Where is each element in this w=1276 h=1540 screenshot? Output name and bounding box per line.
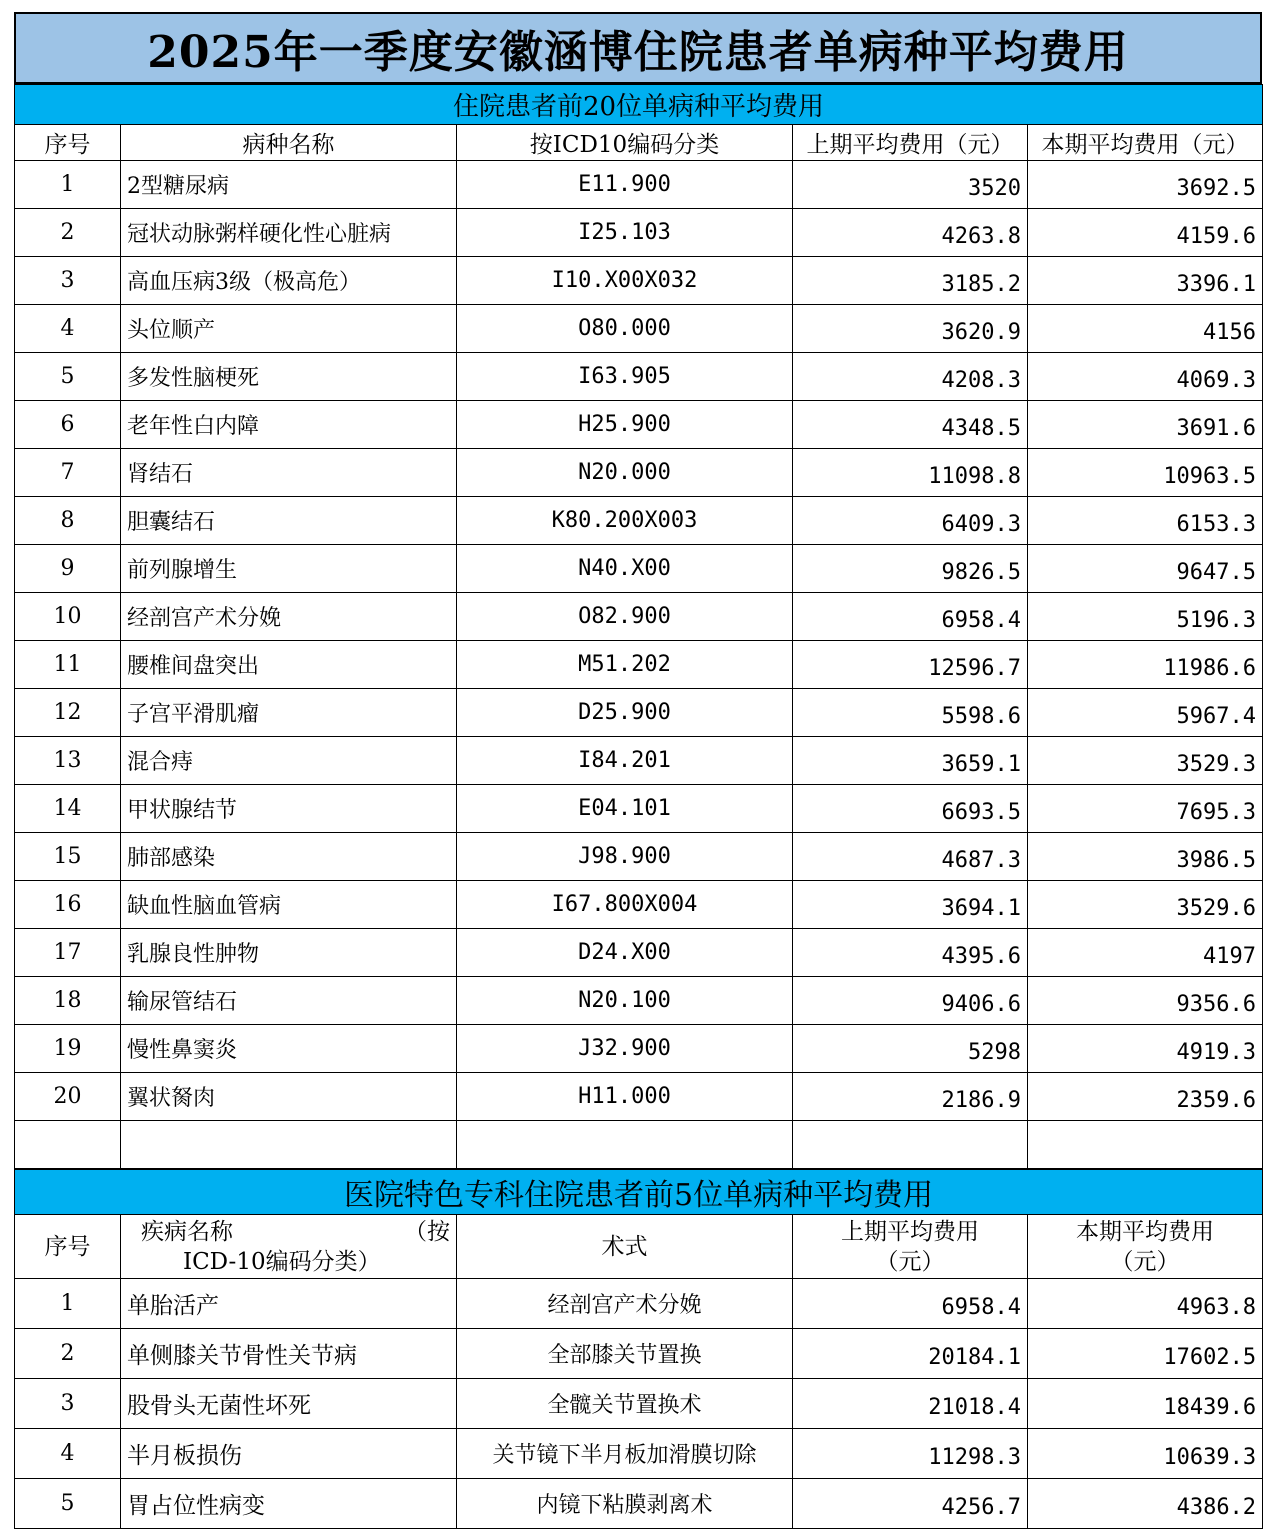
row-prev-cost: 6958.4 bbox=[793, 1279, 1028, 1329]
header2-prev-avg-cost bbox=[793, 1215, 1028, 1279]
row-no: 15 bbox=[15, 833, 121, 881]
blank-cell bbox=[1028, 1121, 1263, 1169]
row-no: 2 bbox=[15, 209, 121, 257]
row-disease-name: 慢性鼻窦炎 bbox=[121, 1025, 457, 1073]
row-prev-cost: 4348.5 bbox=[793, 401, 1028, 449]
table-row bbox=[15, 785, 1263, 833]
row-curr-cost: 10963.5 bbox=[1028, 449, 1263, 497]
row-icd10-code: I63.905 bbox=[457, 353, 793, 401]
row-prev-cost: 11098.8 bbox=[793, 449, 1028, 497]
row-disease-name: 冠状动脉粥样硬化性心脏病 bbox=[121, 209, 457, 257]
row-curr-cost: 18439.6 bbox=[1028, 1379, 1263, 1429]
row-disease-name: 输尿管结石 bbox=[121, 977, 457, 1025]
row-icd10-code: I10.X00X032 bbox=[457, 257, 793, 305]
row-prev-cost: 4208.3 bbox=[793, 353, 1028, 401]
row-disease-name: 老年性白内障 bbox=[121, 401, 457, 449]
row-prev-cost: 6409.3 bbox=[793, 497, 1028, 545]
table-row bbox=[15, 977, 1263, 1025]
section2-caption: 医院特色专科住院患者前5位单病种平均费用 bbox=[15, 1170, 1263, 1215]
table-row bbox=[15, 1073, 1263, 1121]
row-icd10-code: I84.201 bbox=[457, 737, 793, 785]
section1-caption: 住院患者前20位单病种平均费用 bbox=[15, 85, 1263, 125]
row-icd10-code: I25.103 bbox=[457, 209, 793, 257]
row-no: 3 bbox=[15, 1379, 121, 1429]
header2-no: 序号 bbox=[15, 1215, 121, 1279]
row-disease-name: 胃占位性病变 bbox=[121, 1479, 457, 1529]
row-disease-name: 肾结石 bbox=[121, 449, 457, 497]
table-row bbox=[15, 161, 1263, 209]
table-row bbox=[15, 305, 1263, 353]
row-icd10-code: H11.000 bbox=[457, 1073, 793, 1121]
blank-cell bbox=[121, 1121, 457, 1169]
row-prev-cost: 2186.9 bbox=[793, 1073, 1028, 1121]
row-prev-cost: 3659.1 bbox=[793, 737, 1028, 785]
row-disease-name: 头位顺产 bbox=[121, 305, 457, 353]
section1-caption-row bbox=[15, 85, 1263, 125]
table-row bbox=[15, 401, 1263, 449]
row-disease-name: 多发性脑梗死 bbox=[121, 353, 457, 401]
row-disease-name: 前列腺增生 bbox=[121, 545, 457, 593]
blank-cell bbox=[457, 1121, 793, 1169]
row-prev-cost: 5298 bbox=[793, 1025, 1028, 1073]
table-row bbox=[15, 353, 1263, 401]
row-disease-name: 甲状腺结节 bbox=[121, 785, 457, 833]
row-surgery: 全部膝关节置换 bbox=[457, 1329, 793, 1379]
row-no: 12 bbox=[15, 689, 121, 737]
row-curr-cost: 4197 bbox=[1028, 929, 1263, 977]
header2-prev-line1: 上期平均费用 bbox=[841, 1218, 979, 1245]
row-curr-cost: 11986.6 bbox=[1028, 641, 1263, 689]
row-curr-cost: 7695.3 bbox=[1028, 785, 1263, 833]
table-row bbox=[15, 833, 1263, 881]
header-curr-avg-cost: 本期平均费用（元） bbox=[1028, 125, 1263, 161]
table-top5-specialty bbox=[14, 1169, 1263, 1529]
table-row bbox=[15, 497, 1263, 545]
header2-curr-line1: 本期平均费用 bbox=[1076, 1218, 1215, 1245]
row-icd10-code: J98.900 bbox=[457, 833, 793, 881]
row-no: 14 bbox=[15, 785, 121, 833]
row-icd10-code: D24.X00 bbox=[457, 929, 793, 977]
table-row bbox=[15, 1279, 1263, 1329]
blank-row bbox=[15, 1121, 1263, 1169]
row-no: 3 bbox=[15, 257, 121, 305]
row-icd10-code: D25.900 bbox=[457, 689, 793, 737]
header-no: 序号 bbox=[15, 125, 121, 161]
header2-curr-line2: （元） bbox=[1110, 1248, 1180, 1275]
row-icd10-code: M51.202 bbox=[457, 641, 793, 689]
row-curr-cost: 9356.6 bbox=[1028, 977, 1263, 1025]
row-prev-cost: 20184.1 bbox=[793, 1329, 1028, 1379]
row-disease-name: 缺血性脑血管病 bbox=[121, 881, 457, 929]
row-icd10-code: K80.200X003 bbox=[457, 497, 793, 545]
row-prev-cost: 5598.6 bbox=[793, 689, 1028, 737]
row-curr-cost: 4159.6 bbox=[1028, 209, 1263, 257]
row-curr-cost: 2359.6 bbox=[1028, 1073, 1263, 1121]
row-icd10-code: N20.000 bbox=[457, 449, 793, 497]
row-no: 13 bbox=[15, 737, 121, 785]
row-prev-cost: 4263.8 bbox=[793, 209, 1028, 257]
row-curr-cost: 3396.1 bbox=[1028, 257, 1263, 305]
row-no: 11 bbox=[15, 641, 121, 689]
row-disease-name: 单侧膝关节骨性关节病 bbox=[121, 1329, 457, 1379]
table-row bbox=[15, 1479, 1263, 1529]
header2-curr-avg-cost bbox=[1028, 1215, 1263, 1279]
row-no: 20 bbox=[15, 1073, 121, 1121]
table-row bbox=[15, 257, 1263, 305]
row-disease-name: 股骨头无菌性坏死 bbox=[121, 1379, 457, 1429]
row-curr-cost: 3529.3 bbox=[1028, 737, 1263, 785]
row-no: 1 bbox=[15, 1279, 121, 1329]
row-icd10-code: O82.900 bbox=[457, 593, 793, 641]
table-row bbox=[15, 1379, 1263, 1429]
row-prev-cost: 3520 bbox=[793, 161, 1028, 209]
row-disease-name: 胆囊结石 bbox=[121, 497, 457, 545]
row-curr-cost: 10639.3 bbox=[1028, 1429, 1263, 1479]
row-icd10-code: J32.900 bbox=[457, 1025, 793, 1073]
row-disease-name: 高血压病3级（极高危） bbox=[121, 257, 457, 305]
page-title: 2025年一季度安徽涵博住院患者单病种平均费用 bbox=[14, 12, 1262, 84]
row-no: 16 bbox=[15, 881, 121, 929]
table-row bbox=[15, 881, 1263, 929]
table-row bbox=[15, 593, 1263, 641]
row-no: 5 bbox=[15, 353, 121, 401]
row-surgery: 内镜下粘膜剥离术 bbox=[457, 1479, 793, 1529]
table-row bbox=[15, 929, 1263, 977]
table-row bbox=[15, 641, 1263, 689]
row-no: 17 bbox=[15, 929, 121, 977]
row-icd10-code: E04.101 bbox=[457, 785, 793, 833]
header-prev-avg-cost: 上期平均费用（元） bbox=[793, 125, 1028, 161]
row-curr-cost: 6153.3 bbox=[1028, 497, 1263, 545]
header2-disease-name bbox=[121, 1215, 457, 1279]
row-no: 10 bbox=[15, 593, 121, 641]
row-no: 4 bbox=[15, 1429, 121, 1479]
table-row bbox=[15, 1429, 1263, 1479]
table-row bbox=[15, 449, 1263, 497]
section1-header-row bbox=[15, 125, 1263, 161]
row-prev-cost: 12596.7 bbox=[793, 641, 1028, 689]
row-no: 4 bbox=[15, 305, 121, 353]
row-prev-cost: 4256.7 bbox=[793, 1479, 1028, 1529]
row-prev-cost: 21018.4 bbox=[793, 1379, 1028, 1429]
header2-name-line1-right: （按 bbox=[404, 1218, 450, 1245]
section2-header-row bbox=[15, 1215, 1263, 1279]
row-curr-cost: 4386.2 bbox=[1028, 1479, 1263, 1529]
row-icd10-code: E11.900 bbox=[457, 161, 793, 209]
row-icd10-code: H25.900 bbox=[457, 401, 793, 449]
blank-cell bbox=[793, 1121, 1028, 1169]
section2-caption-row bbox=[15, 1170, 1263, 1215]
blank-cell bbox=[15, 1121, 121, 1169]
header2-name-line2: ICD-10编码分类） bbox=[183, 1248, 381, 1275]
row-prev-cost: 3185.2 bbox=[793, 257, 1028, 305]
row-disease-name: 经剖宫产术分娩 bbox=[121, 593, 457, 641]
row-prev-cost: 4687.3 bbox=[793, 833, 1028, 881]
row-curr-cost: 4156 bbox=[1028, 305, 1263, 353]
row-no: 2 bbox=[15, 1329, 121, 1379]
row-icd10-code: I67.800X004 bbox=[457, 881, 793, 929]
row-curr-cost: 9647.5 bbox=[1028, 545, 1263, 593]
row-curr-cost: 3691.6 bbox=[1028, 401, 1263, 449]
header-icd10-code: 按ICD10编码分类 bbox=[457, 125, 793, 161]
row-surgery: 经剖宫产术分娩 bbox=[457, 1279, 793, 1329]
row-curr-cost: 5196.3 bbox=[1028, 593, 1263, 641]
spreadsheet bbox=[14, 12, 1262, 1529]
row-disease-name: 半月板损伤 bbox=[121, 1429, 457, 1479]
row-disease-name: 乳腺良性肿物 bbox=[121, 929, 457, 977]
row-no: 1 bbox=[15, 161, 121, 209]
table-row bbox=[15, 209, 1263, 257]
table-row bbox=[15, 545, 1263, 593]
table-row bbox=[15, 1025, 1263, 1073]
row-curr-cost: 3692.5 bbox=[1028, 161, 1263, 209]
row-curr-cost: 3529.6 bbox=[1028, 881, 1263, 929]
row-icd10-code: N40.X00 bbox=[457, 545, 793, 593]
row-no: 6 bbox=[15, 401, 121, 449]
row-no: 18 bbox=[15, 977, 121, 1025]
row-no: 19 bbox=[15, 1025, 121, 1073]
table-row bbox=[15, 737, 1263, 785]
row-no: 7 bbox=[15, 449, 121, 497]
row-prev-cost: 11298.3 bbox=[793, 1429, 1028, 1479]
row-icd10-code: O80.000 bbox=[457, 305, 793, 353]
row-curr-cost: 4069.3 bbox=[1028, 353, 1263, 401]
row-prev-cost: 3620.9 bbox=[793, 305, 1028, 353]
header-disease-name: 病种名称 bbox=[121, 125, 457, 161]
row-prev-cost: 9826.5 bbox=[793, 545, 1028, 593]
row-prev-cost: 6958.4 bbox=[793, 593, 1028, 641]
row-disease-name: 单胎活产 bbox=[121, 1279, 457, 1329]
row-disease-name: 翼状胬肉 bbox=[121, 1073, 457, 1121]
row-disease-name: 子宫平滑肌瘤 bbox=[121, 689, 457, 737]
table-row bbox=[15, 1329, 1263, 1379]
row-surgery: 全髋关节置换术 bbox=[457, 1379, 793, 1429]
row-disease-name: 2型糖尿病 bbox=[121, 161, 457, 209]
row-curr-cost: 17602.5 bbox=[1028, 1329, 1263, 1379]
row-prev-cost: 9406.6 bbox=[793, 977, 1028, 1025]
row-disease-name: 腰椎间盘突出 bbox=[121, 641, 457, 689]
row-prev-cost: 4395.6 bbox=[793, 929, 1028, 977]
header2-name-line1: 疾病名称 bbox=[141, 1218, 233, 1245]
header2-prev-line2: （元） bbox=[875, 1248, 945, 1275]
row-curr-cost: 3986.5 bbox=[1028, 833, 1263, 881]
row-curr-cost: 4963.8 bbox=[1028, 1279, 1263, 1329]
row-disease-name: 肺部感染 bbox=[121, 833, 457, 881]
row-prev-cost: 6693.5 bbox=[793, 785, 1028, 833]
row-curr-cost: 5967.4 bbox=[1028, 689, 1263, 737]
row-no: 9 bbox=[15, 545, 121, 593]
row-curr-cost: 4919.3 bbox=[1028, 1025, 1263, 1073]
row-icd10-code: N20.100 bbox=[457, 977, 793, 1025]
row-no: 8 bbox=[15, 497, 121, 545]
table-top20 bbox=[14, 84, 1263, 1169]
row-surgery: 关节镜下半月板加滑膜切除 bbox=[457, 1429, 793, 1479]
header2-surgery: 术式 bbox=[457, 1215, 793, 1279]
row-prev-cost: 3694.1 bbox=[793, 881, 1028, 929]
row-no: 5 bbox=[15, 1479, 121, 1529]
table-row bbox=[15, 689, 1263, 737]
row-disease-name: 混合痔 bbox=[121, 737, 457, 785]
